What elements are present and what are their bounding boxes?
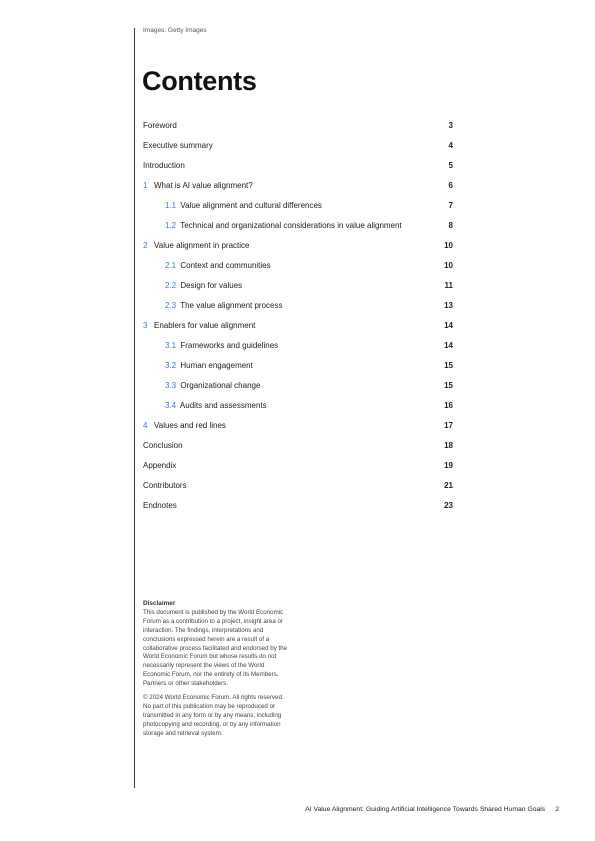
disclaimer-body: This document is published by the World Economic Forum as a contribution to a project, insight area or interaction. The findings, interpretations and conclusions expressed herein are a result of a collaborative process facilitated and endorsed by the World Economic Forum but whose results do not necessarily represent the views of the World Economic Forum, nor the entirety of its Members, Partners or other stakeholders. [143,608,288,688]
toc-entry[interactable] [143,176,453,196]
toc-entry[interactable] [143,296,453,316]
disclaimer-block [143,600,293,744]
image-credit: Images: Getty Images [143,27,207,34]
toc-entry-label: The value alignment process [180,301,283,310]
toc-entry-label: Frameworks and guidelines [180,341,279,350]
toc-entry-label: What is AI value alignment? [154,181,253,190]
toc-entry[interactable] [143,316,453,336]
toc-entry-page-number: 17 [444,421,453,430]
toc-entry-page-number: 11 [444,281,453,290]
toc-entry-number: 4 [143,421,148,430]
toc-entry-label: Enablers for value alignment [154,321,256,330]
toc-entry-label: Organizational change [180,381,261,390]
toc-entry-page-number: 3 [448,121,453,130]
footer-page-number: 2 [555,806,559,813]
toc-entry-page-number: 10 [444,261,453,270]
toc-entry-label: Introduction [143,161,185,170]
toc-entry[interactable] [143,196,453,216]
toc-entry-number: 3.1 [165,341,177,350]
toc-entry[interactable] [143,276,453,296]
page-footer [305,806,559,813]
toc-entry-label: Endnotes [143,501,177,510]
copyright-notice: © 2024 World Economic Forum. All rights reserved. No part of this publication may be reproduced or transmitted in any form or by any means, including photocopying and recording, or by any information storage and retrieval system. [143,694,284,737]
toc-entry-label: Appendix [143,461,177,470]
toc-entry-page-number: 15 [444,361,453,370]
toc-entry[interactable] [143,236,453,256]
toc-entry[interactable] [143,156,453,176]
toc-entry-page-number: 10 [444,241,453,250]
toc-entry-number: 1.2 [165,221,177,230]
toc-entry-page-number: 21 [444,481,453,490]
toc-entry-page-number: 14 [444,321,453,330]
toc-entry[interactable] [143,376,453,396]
toc-entry-page-number: 18 [444,441,453,450]
toc-entry-page-number: 16 [444,401,453,410]
toc-entry-page-number: 23 [444,501,453,510]
toc-entry-number: 1 [143,181,148,190]
page-title: Contents [142,66,257,96]
toc-entry[interactable] [143,496,453,516]
toc-entry[interactable] [143,336,453,356]
toc-entry-page-number: 6 [448,181,453,190]
toc-entry-page-number: 19 [444,461,453,470]
toc-entry-label: Value alignment and cultural differences [180,201,322,210]
disclaimer-heading: Disclaimer [143,600,176,607]
toc-entry-number: 3.2 [165,361,177,370]
toc-entry-page-number: 5 [448,161,453,170]
toc-entry-number: 2.1 [165,261,177,270]
toc-entry[interactable] [143,396,453,416]
toc-entry[interactable] [143,476,453,496]
toc-entry-number: 1.1 [165,201,177,210]
toc-entry-label: Value alignment in practice [154,241,250,250]
toc-entry-number: 3.3 [165,381,177,390]
toc-entry-page-number: 8 [448,221,453,230]
toc-entry-page-number: 13 [444,301,453,310]
toc-entry[interactable] [143,456,453,476]
toc-entry-page-number: 15 [444,381,453,390]
toc-entry[interactable] [143,116,453,136]
toc-entry-number: 2.3 [165,301,177,310]
toc-entry[interactable] [143,356,453,376]
toc-entry-label: Context and communities [180,261,271,270]
toc-entry[interactable] [143,416,453,436]
toc-entry-page-number: 14 [444,341,453,350]
toc-entry[interactable] [143,216,453,236]
toc-entry-label: Design for values [180,281,243,290]
toc-entry-label: Conclusion [143,441,183,450]
toc-entry-number: 2 [143,241,148,250]
toc-entry-page-number: 7 [448,201,453,210]
toc-entry-number: 3.4 [165,401,177,410]
footer-title: AI Value Alignment: Guiding Artificial Intelligence Towards Shared Human Goals [305,806,546,813]
toc-entry-label: Values and red lines [154,421,226,430]
toc-entry-label: Human engagement [180,361,253,370]
toc-entry-label: Audits and assessments [179,401,267,410]
toc-entry-label: Technical and organizational considerations in value alignment [180,221,402,230]
toc-entry[interactable] [143,436,453,456]
table-of-contents [143,116,453,516]
toc-entry-number: 2.2 [165,281,177,290]
toc-entry[interactable] [143,256,453,276]
toc-entry-label: Contributors [143,481,187,490]
toc-entry[interactable] [143,136,453,156]
toc-entry-page-number: 4 [448,141,453,150]
vertical-margin-rule [134,28,135,788]
toc-entry-label: Foreword [143,121,177,130]
toc-entry-number: 3 [143,321,148,330]
toc-entry-label: Executive summary [143,141,213,150]
